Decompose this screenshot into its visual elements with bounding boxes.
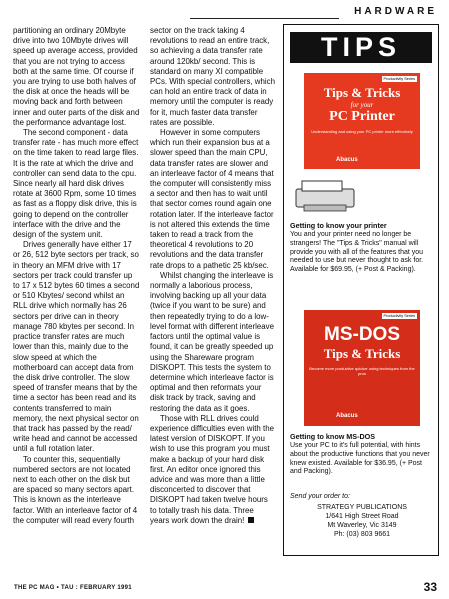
book-title: MS-DOS <box>324 324 400 345</box>
item2-heading: Getting to know MS-DOS <box>290 432 376 441</box>
address-line: STRATEGY PUBLICATIONS <box>317 504 407 511</box>
page-number: 33 <box>423 580 437 594</box>
article-column-1 <box>13 26 140 526</box>
paragraph: Whilst changing the interleave is normally a laborious process, involving backing up all your data (twice if you want to be sure) and then repeatedly trying to do a low-level format with different interleave factors until the optimal value is found, it can be greatly speeded up using the Shareware program DISKOPT. This tests the system to determine which interleave factor is optimal and then reformats your disk track by track, saving and restoring the data as it goes. <box>150 270 274 413</box>
paragraph: To counter this, sequentially numbered sectors are not located next to each other on the disk but are spaced so many sectors apart. This is known as the interleave factor. With an interleave factor of 4 the computer will read every fourth <box>13 454 138 525</box>
book-title-subject: PC Printer <box>329 109 395 124</box>
article-column-2 <box>150 26 275 526</box>
send-order-label: Send your order to: <box>290 493 350 500</box>
publisher-brand: Abacus <box>336 157 358 163</box>
paragraph: However in some computers which run their expansion bus at a slower speed than the main CPU, data transfer rates are slower and an interleave factor of 4 means that the computer will consistently miss a sector and then has to wait until that sector comes round again one rotation later. If the interleave factor is not altered this extends the time taken to read a track from the theoretical 4 revolutions to 20 revolutions and the data transfer rate drops to a pathetic 25 kb/sec. <box>150 128 274 270</box>
item2-body: Use your PC to it's full potential, with hints about the productive functions that you never knew existed. Available for $36.95, (+ Post and Packing). <box>290 442 430 476</box>
paragraph: sector on the track taking 4 revolutions to read an entire track, so achieving a data transfer rate around 120kb/ second. This is standard on many XI compatible PCs. With special controllers, which can hold an entire track of data in memory until the computer is ready for it, much faster data transfer rates are possible. <box>150 26 275 127</box>
tips-banner: TIPS <box>290 32 432 63</box>
printer-icon <box>290 175 360 215</box>
address-line: Mt Waverley, Vic 3149 <box>327 522 397 529</box>
paragraph-last <box>150 414 275 526</box>
address-line: Ph: (03) 803 9661 <box>333 531 391 538</box>
publisher-brand: Abacus <box>336 413 358 419</box>
msdos-book-cover <box>304 310 420 426</box>
publisher-address <box>290 503 434 539</box>
book-series-label: Productivity Series <box>383 77 415 81</box>
section-heading: HARDWARE <box>354 6 437 17</box>
printer-book-cover <box>304 73 420 169</box>
item1-heading: Getting to know your printer <box>290 221 387 230</box>
magazine-footer: THE PC MAG • TAU : FEBRUARY 1991 <box>14 585 132 591</box>
tips-advertisement <box>283 24 439 556</box>
section-rule <box>190 18 339 19</box>
paragraph: Drives generally have either 17 or 26, 512 byte sectors per track, so in theory an MFM drive with 17 sectors per track could transfer up to 17 x 512 bytes 60 times a second or 510 Kbytes/ second whilst an RLL drive which normally has 26 sectors per drive can in theory manage 780 kbytes per second. In practice transfer rates are much lower than this, mainly due to the slow speed at which the motherboard can accept data from the disk drive controller. The slow speed of transfer means that by the time a sector has been read and its contents transferred to main memory, the next physical sector on that track has passed by the read/ write head and cannot be accessed until a full rotation later. <box>13 240 140 454</box>
book-series-label: Productivity Series <box>383 314 415 318</box>
book-title-connector: for your <box>350 101 374 109</box>
item1-body: You and your printer need no longer be strangers! The "Tips & Tricks" manual will provide you with all of the features that you needed to use but never thought to ask for. Available for $69.95, (+ Post & Packing). <box>290 231 424 274</box>
paragraph-text: Those with RLL drives could experience difficulties even with the latest version of DISKOPT. If you wish to use this program you must make a backup of your hard disk first. An editor once ignored this advice and was more than a little disconcerted to discover that DISKOPT had taken twelve hours to totally trash his data. Three years work down the drain! <box>150 413 274 525</box>
book-subtitle: Understanding and using your PC printer more effectively <box>311 129 413 134</box>
book-subtitle: Become more productive quicker using techniques from the pros <box>309 366 415 376</box>
book-title: Tips & Tricks <box>323 85 401 100</box>
end-of-article-mark <box>248 517 254 523</box>
paragraph: partitioning an ordinary 20Mbyte drive into two 10Mbyte drives will speed up average access, provided that you are not trying to access both at the same time. Of course if you are trying to use both halves of the disk at once the heads will be moving back and forth between inner and outer parts of the disk and the performance advantage lost. <box>13 26 140 127</box>
book-title-subject: Tips & Tricks <box>323 346 401 361</box>
paragraph: The second component - data transfer rate - has much more effect on the time taken to read large files. It is the rate at which the drive and controller can send data to the cpu. Since nearly all hard disk drives rotate at 3600 Rpm, some 10 times as fast as a floppy disk drive, this is going to depend on the controller interface with the drive and the design of the system unit. <box>13 128 139 240</box>
address-line: 1/641 High Street Road <box>325 513 399 520</box>
